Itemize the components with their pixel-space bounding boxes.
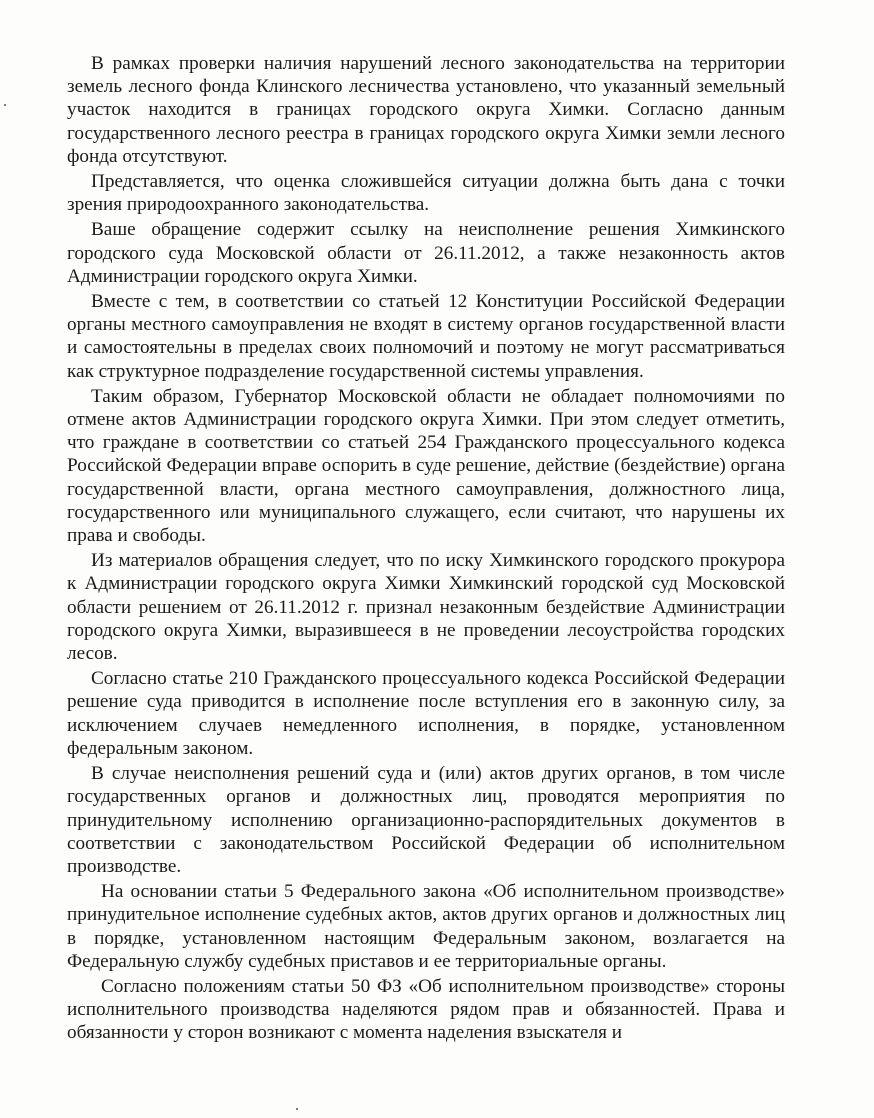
paragraph-article-5: На основании статьи 5 Федерального закона «Об исполнительном производстве» принудительное исполнение судебных актов, актов других органов и должностных лиц в порядке, установленном настоящим Федеральным законом, возлагается на Федеральную службу судебных приставов и ее территориальные органы. <box>67 881 785 972</box>
paragraph-article-50: Согласно положениям статьи 50 ФЗ «Об исполнительном производстве» стороны исполнительного производства наделяются рядом прав и обязанностей. Права и обязанности у сторон возникают с момента наделения взыскателя и <box>67 975 785 1044</box>
paragraph-forest-inspection: В рамках проверки наличия нарушений лесного законодательства на территории земель лесного фонда Клинского лесничества установлено, что указанный земельный участок находится в границах городского округа Химки. Согласно данным государственного лесного реестра в границах городского округа Химки земли лесного фонда отсутствуют. <box>67 53 785 167</box>
paragraph-court-reference: Ваше обращение содержит ссылку на неисполнение решения Химкинского городского суда Московской области от 26.11.2012, а также незаконность актов Администрации городского округа Химки. <box>67 219 785 287</box>
scan-speck <box>296 1108 298 1110</box>
paragraph-assessment: Представляется, что оценка сложившейся ситуации должна быть дана с точки зрения природоохранного законодательства. <box>67 171 785 216</box>
paragraph-enforcement: В случае неисполнения решений суда и (или) актов других органов, в том числе государственных органов и должностных лиц, проводятся мероприятия по принудительному исполнению организационно-распорядительных документов в соответствии с законодательством Российской Федерации об исполнительном производстве. <box>67 763 785 877</box>
scan-speck <box>4 104 6 106</box>
paragraph-article-210: Согласно статье 210 Гражданского процессуального кодекса Российской Федерации решение суда приводится в исполнение после вступления его в законную силу, за исключением случаев немедленного исполнения, в порядке, установленном федеральным законом. <box>67 668 785 759</box>
paragraph-court-decision: Из материалов обращения следует, что по иску Химкинского городского прокурора к Администрации городского округа Химки Химкинский городской суд Московской области решением от 26.11.2012 г. признал незаконным бездействие Администрации городского округа Химки, выразившееся в не проведении лесоустройства городских лесов. <box>67 550 785 665</box>
paragraph-constitution: Вместе с тем, в соответствии со статьей 12 Конституции Российской Федерации органы местного самоуправления не входят в систему органов государственной власти и самостоятельны в пределах своих полномочий и поэтому не могут рассматриваться как структурное подразделение государственной системы управления. <box>67 291 785 382</box>
paragraph-governor-powers: Таким образом, Губернатор Московской области не обладает полномочиями по отмене актов Администрации городского округа Химки. При этом следует отметить, что граждане в соответствии со статьей 254 Гражданского процессуального кодекса Российской Федерации вправе оспорить в суде решение, действие (бездействие) органа государственной власти, органа местного самоуправления, должностного лица, государственного или муниципального служащего, если считают, что нарушены их права и свободы. <box>67 385 785 547</box>
document-body <box>67 52 785 1047</box>
